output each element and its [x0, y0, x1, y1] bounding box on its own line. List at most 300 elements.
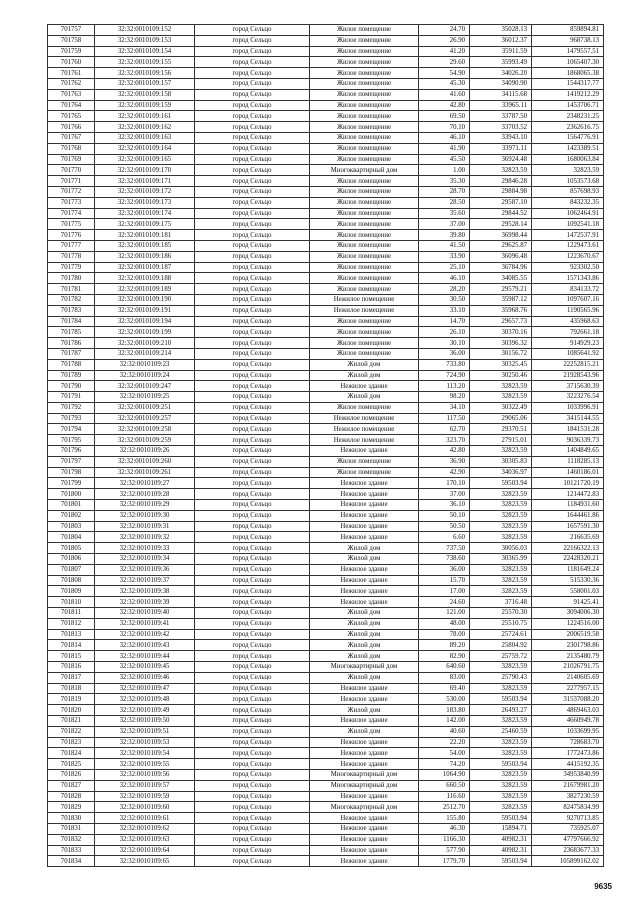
- table-row: [48, 694, 604, 705]
- cadastral-value-cell: 1460186.01: [532, 467, 604, 478]
- table-row: [48, 791, 604, 802]
- cadastral-number-cell: 32:32:0010109:185: [95, 240, 195, 251]
- unit-value-cell: 29625.87: [470, 240, 532, 251]
- address-cell: город Сельцо: [195, 597, 310, 608]
- object-type-cell: Нежилое здание: [310, 500, 419, 511]
- table-row: [48, 89, 604, 100]
- unit-value-cell: 25460.59: [470, 726, 532, 737]
- area-cell: 62.70: [419, 424, 470, 435]
- cadastral-number-cell: 32:32:0010109:214: [95, 348, 195, 359]
- address-cell: город Сельцо: [195, 694, 310, 705]
- area-cell: 45.50: [419, 154, 470, 165]
- row-number-cell: 701784: [48, 316, 95, 327]
- address-cell: город Сельцо: [195, 543, 310, 554]
- row-number-cell: 701830: [48, 813, 95, 824]
- unit-value-cell: 32823.59: [470, 165, 532, 176]
- unit-value-cell: 25804.92: [470, 640, 532, 651]
- row-number-cell: 701782: [48, 294, 95, 305]
- cadastral-value-cell: 1065407.30: [532, 57, 604, 68]
- row-number-cell: 701815: [48, 651, 95, 662]
- address-cell: город Сельцо: [195, 748, 310, 759]
- unit-value-cell: 35993.49: [470, 57, 532, 68]
- row-number-cell: 701803: [48, 521, 95, 532]
- cadastral-number-cell: 32:32:0010109:53: [95, 737, 195, 748]
- object-type-cell: Жилое помещение: [310, 35, 419, 46]
- object-type-cell: Жилое помещение: [310, 122, 419, 133]
- cadastral-number-cell: 32:32:0010109:60: [95, 802, 195, 813]
- area-cell: 142.00: [419, 716, 470, 727]
- object-type-cell: Жилое помещение: [310, 111, 419, 122]
- address-cell: город Сельцо: [195, 251, 310, 262]
- area-cell: 54.00: [419, 748, 470, 759]
- cadastral-number-cell: 32:32:0010109:260: [95, 456, 195, 467]
- unit-value-cell: 35911.59: [470, 46, 532, 57]
- area-cell: 37.00: [419, 219, 470, 230]
- address-cell: город Сельцо: [195, 359, 310, 370]
- table-row: [48, 46, 604, 57]
- unit-value-cell: 34085.55: [470, 273, 532, 284]
- unit-value-cell: 3716.48: [470, 597, 532, 608]
- object-type-cell: Нежилое здание: [310, 683, 419, 694]
- cadastral-number-cell: 32:32:0010109:27: [95, 478, 195, 489]
- row-number-cell: 701820: [48, 705, 95, 716]
- cadastral-value-cell: 2277957.15: [532, 683, 604, 694]
- table-row: [48, 759, 604, 770]
- unit-value-cell: 35028.13: [470, 25, 532, 36]
- row-number-cell: 701759: [48, 46, 95, 57]
- table-row: [48, 618, 604, 629]
- cadastral-value-cell: 22252815.21: [532, 359, 604, 370]
- area-cell: 82.90: [419, 651, 470, 662]
- cadastral-number-cell: 32:32:0010109:210: [95, 338, 195, 349]
- cadastral-number-cell: 32:32:0010109:47: [95, 683, 195, 694]
- row-number-cell: 701827: [48, 780, 95, 791]
- area-cell: 2512.70: [419, 802, 470, 813]
- table-row: [48, 737, 604, 748]
- unit-value-cell: 32823.59: [470, 748, 532, 759]
- area-cell: 42.90: [419, 467, 470, 478]
- cadastral-value-cell: 923302.50: [532, 262, 604, 273]
- cadastral-number-cell: 32:32:0010109:187: [95, 262, 195, 273]
- cadastral-number-cell: 32:32:0010109:62: [95, 823, 195, 834]
- address-cell: город Сельцо: [195, 176, 310, 187]
- object-type-cell: Жилое помещение: [310, 46, 419, 57]
- address-cell: город Сельцо: [195, 68, 310, 79]
- row-number-cell: 701768: [48, 143, 95, 154]
- object-type-cell: Жилой дом: [310, 651, 419, 662]
- table-row: [48, 240, 604, 251]
- cadastral-number-cell: 32:32:0010109:259: [95, 435, 195, 446]
- cadastral-number-cell: 32:32:0010109:45: [95, 662, 195, 673]
- object-type-cell: Жилое помещение: [310, 89, 419, 100]
- cadastral-number-cell: 32:32:0010109:41: [95, 618, 195, 629]
- cadastral-number-cell: 32:32:0010109:50: [95, 716, 195, 727]
- address-cell: город Сельцо: [195, 769, 310, 780]
- table-row: [48, 435, 604, 446]
- unit-value-cell: 32823.59: [470, 575, 532, 586]
- object-type-cell: Жилой дом: [310, 370, 419, 381]
- cadastral-value-cell: 843232.35: [532, 197, 604, 208]
- address-cell: город Сельцо: [195, 132, 310, 143]
- object-type-cell: Жилое помещение: [310, 219, 419, 230]
- unit-value-cell: 59503.94: [470, 478, 532, 489]
- object-type-cell: Жилой дом: [310, 359, 419, 370]
- address-cell: город Сельцо: [195, 672, 310, 683]
- address-cell: город Сельцо: [195, 651, 310, 662]
- cadastral-number-cell: 32:32:0010109:186: [95, 251, 195, 262]
- table-row: [48, 834, 604, 845]
- cadastral-number-cell: 32:32:0010109:153: [95, 35, 195, 46]
- object-type-cell: Жилое помещение: [310, 208, 419, 219]
- row-number-cell: 701760: [48, 57, 95, 68]
- table-row: [48, 338, 604, 349]
- object-type-cell: Многоквартирный дом: [310, 780, 419, 791]
- cadastral-value-cell: 735925.07: [532, 823, 604, 834]
- row-number-cell: 701819: [48, 694, 95, 705]
- object-type-cell: Нежилое здание: [310, 813, 419, 824]
- unit-value-cell: 59503.94: [470, 856, 532, 867]
- object-type-cell: Нежилое здание: [310, 823, 419, 834]
- cadastral-number-cell: 32:32:0010109:55: [95, 759, 195, 770]
- area-cell: 28.20: [419, 284, 470, 295]
- cadastral-number-cell: 32:32:0010109:159: [95, 100, 195, 111]
- cadastral-value-cell: 22428320.21: [532, 554, 604, 565]
- cadastral-number-cell: 32:32:0010109:61: [95, 813, 195, 824]
- area-cell: 29.60: [419, 57, 470, 68]
- cadastral-value-cell: 1224516.00: [532, 618, 604, 629]
- cadastral-value-cell: 2006519.58: [532, 629, 604, 640]
- cadastral-number-cell: 32:32:0010109:157: [95, 78, 195, 89]
- cadastral-value-cell: 1423389.51: [532, 143, 604, 154]
- address-cell: город Сельцо: [195, 327, 310, 338]
- table-row: [48, 348, 604, 359]
- table-row: [48, 111, 604, 122]
- area-cell: 39.80: [419, 230, 470, 241]
- address-cell: город Сельцо: [195, 89, 310, 100]
- unit-value-cell: 32823.59: [470, 532, 532, 543]
- address-cell: город Сельцо: [195, 780, 310, 791]
- object-type-cell: Жилое помещение: [310, 456, 419, 467]
- cadastral-value-cell: 1419212.29: [532, 89, 604, 100]
- cadastral-value-cell: 2140605.69: [532, 672, 604, 683]
- cadastral-value-cell: 914929.23: [532, 338, 604, 349]
- cadastral-number-cell: 32:32:0010109:161: [95, 111, 195, 122]
- cadastral-value-cell: 91425.41: [532, 597, 604, 608]
- unit-value-cell: 59503.94: [470, 694, 532, 705]
- row-number-cell: 701824: [48, 748, 95, 759]
- object-type-cell: Нежилое помещение: [310, 413, 419, 424]
- address-cell: город Сельцо: [195, 305, 310, 316]
- area-cell: 1064.90: [419, 769, 470, 780]
- table-row: [48, 543, 604, 554]
- table-row: [48, 467, 604, 478]
- cadastral-value-cell: 4660949.78: [532, 716, 604, 727]
- cadastral-value-cell: 2362616.75: [532, 122, 604, 133]
- row-number-cell: 701816: [48, 662, 95, 673]
- table-row: [48, 748, 604, 759]
- address-cell: город Сельцо: [195, 608, 310, 619]
- cadastral-value-cell: 2135480.79: [532, 651, 604, 662]
- row-number-cell: 701809: [48, 586, 95, 597]
- address-cell: город Сельцо: [195, 510, 310, 521]
- area-cell: 724.90: [419, 370, 470, 381]
- area-cell: 50.50: [419, 521, 470, 532]
- cadastral-value-cell: 1680063.84: [532, 154, 604, 165]
- object-type-cell: Жилой дом: [310, 705, 419, 716]
- row-number-cell: 701774: [48, 208, 95, 219]
- area-cell: 41.50: [419, 240, 470, 251]
- cadastral-number-cell: 32:32:0010109:154: [95, 46, 195, 57]
- area-cell: 24.60: [419, 597, 470, 608]
- row-number-cell: 701783: [48, 305, 95, 316]
- object-type-cell: Жилое помещение: [310, 197, 419, 208]
- table-row: [48, 597, 604, 608]
- cadastral-number-cell: 32:32:0010109:188: [95, 273, 195, 284]
- table-row: [48, 662, 604, 673]
- row-number-cell: 701766: [48, 122, 95, 133]
- cadastral-number-cell: 32:32:0010109:190: [95, 294, 195, 305]
- row-number-cell: 701828: [48, 791, 95, 802]
- table-row: [48, 57, 604, 68]
- cadastral-number-cell: 32:32:0010109:37: [95, 575, 195, 586]
- table-row: [48, 629, 604, 640]
- area-cell: 155.80: [419, 813, 470, 824]
- table-row: [48, 716, 604, 727]
- cadastral-number-cell: 32:32:0010109:42: [95, 629, 195, 640]
- address-cell: город Сельцо: [195, 381, 310, 392]
- area-cell: 28.50: [419, 197, 470, 208]
- row-number-cell: 701797: [48, 456, 95, 467]
- table-row: [48, 510, 604, 521]
- cadastral-value-cell: 22166322.13: [532, 543, 604, 554]
- table-row: [48, 823, 604, 834]
- cadastral-value-cell: 1479557.51: [532, 46, 604, 57]
- cadastral-value-cell: 3094006.30: [532, 608, 604, 619]
- cadastral-value-table: [47, 24, 604, 867]
- cadastral-number-cell: 32:32:0010109:36: [95, 564, 195, 575]
- address-cell: город Сельцо: [195, 521, 310, 532]
- area-cell: 46.30: [419, 823, 470, 834]
- area-cell: 83.00: [419, 672, 470, 683]
- row-number-cell: 701758: [48, 35, 95, 46]
- row-number-cell: 701780: [48, 273, 95, 284]
- row-number-cell: 701771: [48, 176, 95, 187]
- address-cell: город Сельцо: [195, 413, 310, 424]
- area-cell: 6.60: [419, 532, 470, 543]
- area-cell: 40.60: [419, 726, 470, 737]
- table-row: [48, 273, 604, 284]
- cadastral-number-cell: 32:32:0010109:247: [95, 381, 195, 392]
- table-row: [48, 683, 604, 694]
- unit-value-cell: 27915.01: [470, 435, 532, 446]
- table-row: [48, 143, 604, 154]
- address-cell: город Сельцо: [195, 230, 310, 241]
- address-cell: город Сельцо: [195, 424, 310, 435]
- address-cell: город Сельцо: [195, 100, 310, 111]
- object-type-cell: Жилое помещение: [310, 273, 419, 284]
- row-number-cell: 701814: [48, 640, 95, 651]
- area-cell: 113.20: [419, 381, 470, 392]
- cadastral-number-cell: 32:32:0010109:257: [95, 413, 195, 424]
- unit-value-cell: 32823.59: [470, 381, 532, 392]
- area-cell: 15.70: [419, 575, 470, 586]
- area-cell: 117.50: [419, 413, 470, 424]
- object-type-cell: Жилое помещение: [310, 25, 419, 36]
- row-number-cell: 701791: [48, 392, 95, 403]
- object-type-cell: Жилое помещение: [310, 176, 419, 187]
- cadastral-value-cell: 834133.72: [532, 284, 604, 295]
- cadastral-number-cell: 32:32:0010109:258: [95, 424, 195, 435]
- row-number-cell: 701765: [48, 111, 95, 122]
- unit-value-cell: 25724.61: [470, 629, 532, 640]
- object-type-cell: Жилое помещение: [310, 284, 419, 295]
- table-row: [48, 813, 604, 824]
- area-cell: 34.10: [419, 402, 470, 413]
- unit-value-cell: 40982.31: [470, 845, 532, 856]
- cadastral-value-cell: 3827230.59: [532, 791, 604, 802]
- unit-value-cell: 29587.10: [470, 197, 532, 208]
- address-cell: город Сельцо: [195, 791, 310, 802]
- register-sheet: [47, 24, 603, 867]
- object-type-cell: Нежилое здание: [310, 532, 419, 543]
- object-type-cell: Жилое помещение: [310, 57, 419, 68]
- table-body: [48, 25, 604, 867]
- object-type-cell: Жилое помещение: [310, 78, 419, 89]
- row-number-cell: 701810: [48, 597, 95, 608]
- address-cell: город Сельцо: [195, 640, 310, 651]
- row-number-cell: 701794: [48, 424, 95, 435]
- row-number-cell: 701802: [48, 510, 95, 521]
- unit-value-cell: 25790.43: [470, 672, 532, 683]
- unit-value-cell: 32823.59: [470, 802, 532, 813]
- object-type-cell: Жилое помещение: [310, 230, 419, 241]
- table-row: [48, 608, 604, 619]
- area-cell: 69.40: [419, 683, 470, 694]
- table-row: [48, 262, 604, 273]
- cadastral-value-cell: 3223276.54: [532, 392, 604, 403]
- row-number-cell: 701788: [48, 359, 95, 370]
- address-cell: город Сельцо: [195, 154, 310, 165]
- area-cell: 41.60: [419, 89, 470, 100]
- table-row: [48, 186, 604, 197]
- object-type-cell: Жилой дом: [310, 618, 419, 629]
- object-type-cell: Жилое помещение: [310, 132, 419, 143]
- address-cell: город Сельцо: [195, 456, 310, 467]
- cadastral-number-cell: 32:32:0010109:25: [95, 392, 195, 403]
- unit-value-cell: 59503.94: [470, 759, 532, 770]
- cadastral-number-cell: 32:32:0010109:64: [95, 845, 195, 856]
- cadastral-value-cell: 1184931.60: [532, 500, 604, 511]
- cadastral-value-cell: 435968.63: [532, 316, 604, 327]
- area-cell: 121.00: [419, 608, 470, 619]
- cadastral-number-cell: 32:32:0010109:43: [95, 640, 195, 651]
- row-number-cell: 701770: [48, 165, 95, 176]
- object-type-cell: Нежилое здание: [310, 510, 419, 521]
- address-cell: город Сельцо: [195, 348, 310, 359]
- table-row: [48, 651, 604, 662]
- row-number-cell: 701789: [48, 370, 95, 381]
- object-type-cell: Нежилое здание: [310, 446, 419, 457]
- cadastral-number-cell: 32:32:0010109:29: [95, 500, 195, 511]
- table-row: [48, 856, 604, 867]
- address-cell: город Сельцо: [195, 122, 310, 133]
- address-cell: город Сельцо: [195, 834, 310, 845]
- row-number-cell: 701806: [48, 554, 95, 565]
- table-row: [48, 294, 604, 305]
- unit-value-cell: 29657.73: [470, 316, 532, 327]
- row-number-cell: 701821: [48, 716, 95, 727]
- cadastral-number-cell: 32:32:0010109:261: [95, 467, 195, 478]
- object-type-cell: Многоквартирный дом: [310, 802, 419, 813]
- area-cell: 26.90: [419, 35, 470, 46]
- cadastral-number-cell: 32:32:0010109:49: [95, 705, 195, 716]
- table-row: [48, 478, 604, 489]
- table-row: [48, 165, 604, 176]
- address-cell: город Сельцо: [195, 262, 310, 273]
- cadastral-value-cell: 1085641.92: [532, 348, 604, 359]
- address-cell: город Сельцо: [195, 57, 310, 68]
- table-row: [48, 564, 604, 575]
- row-number-cell: 701804: [48, 532, 95, 543]
- unit-value-cell: 30250.46: [470, 370, 532, 381]
- row-number-cell: 701833: [48, 845, 95, 856]
- address-cell: город Сельцо: [195, 143, 310, 154]
- table-row: [48, 327, 604, 338]
- object-type-cell: Нежилое здание: [310, 834, 419, 845]
- cadastral-number-cell: 32:32:0010109:38: [95, 586, 195, 597]
- area-cell: 70.10: [419, 122, 470, 133]
- unit-value-cell: 29528.14: [470, 219, 532, 230]
- table-row: [48, 316, 604, 327]
- cadastral-value-cell: 1453706.71: [532, 100, 604, 111]
- table-row: [48, 35, 604, 46]
- object-type-cell: Жилой дом: [310, 726, 419, 737]
- cadastral-value-cell: 859894.81: [532, 25, 604, 36]
- cadastral-value-cell: 31537088.20: [532, 694, 604, 705]
- unit-value-cell: 32823.59: [470, 521, 532, 532]
- table-row: [48, 230, 604, 241]
- row-number-cell: 701807: [48, 564, 95, 575]
- cadastral-number-cell: 32:32:0010109:48: [95, 694, 195, 705]
- row-number-cell: 701763: [48, 89, 95, 100]
- area-cell: 89.20: [419, 640, 470, 651]
- object-type-cell: Жилой дом: [310, 554, 419, 565]
- row-number-cell: 701787: [48, 348, 95, 359]
- row-number-cell: 701812: [48, 618, 95, 629]
- unit-value-cell: 30156.72: [470, 348, 532, 359]
- cadastral-value-cell: 3715630.39: [532, 381, 604, 392]
- address-cell: город Сельцо: [195, 316, 310, 327]
- object-type-cell: Нежилое помещение: [310, 424, 419, 435]
- cadastral-number-cell: 32:32:0010109:173: [95, 197, 195, 208]
- table-row: [48, 672, 604, 683]
- address-cell: город Сельцо: [195, 392, 310, 403]
- address-cell: город Сельцо: [195, 338, 310, 349]
- cadastral-number-cell: 32:32:0010109:32: [95, 532, 195, 543]
- unit-value-cell: 32823.59: [470, 769, 532, 780]
- object-type-cell: Нежилое здание: [310, 791, 419, 802]
- cadastral-number-cell: 32:32:0010109:172: [95, 186, 195, 197]
- object-type-cell: Жилой дом: [310, 640, 419, 651]
- object-type-cell: Многоквартирный дом: [310, 165, 419, 176]
- row-number-cell: 701805: [48, 543, 95, 554]
- unit-value-cell: 30396.32: [470, 338, 532, 349]
- area-cell: 36.00: [419, 348, 470, 359]
- row-number-cell: 701825: [48, 759, 95, 770]
- area-cell: 36.90: [419, 456, 470, 467]
- unit-value-cell: 33965.11: [470, 100, 532, 111]
- object-type-cell: Нежилое здание: [310, 521, 419, 532]
